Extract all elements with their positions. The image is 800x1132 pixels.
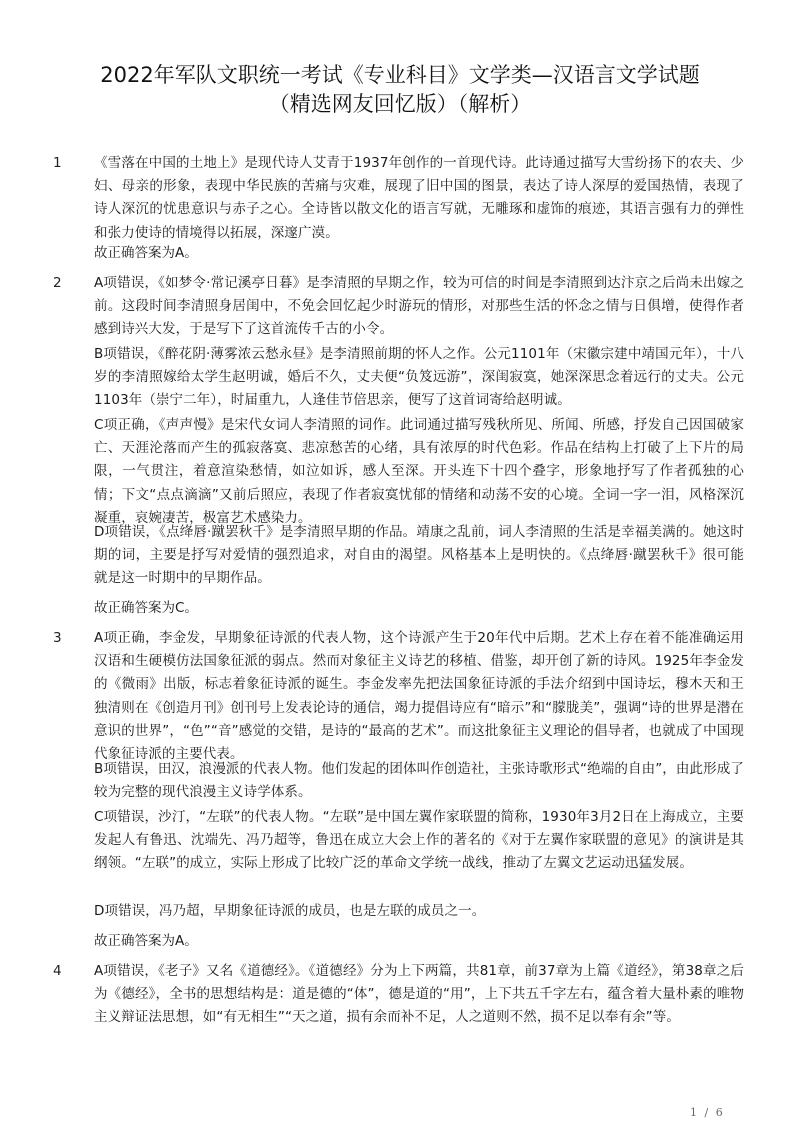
paragraph: C项错误，沙汀，“左联”的代表人物。“左联”是中国左翼作家联盟的简称，1930年3月2日在上海成立，主要发起人有鲁迅、沈端先、冯乃超等，鲁迅在成立大会上作的著名的《对于左翼作家联盟的意见》的演讲是其纲领。“左联”的成立，实际上形成了比较广泛的革命文学统一战线，推动了左翼文艺运动迅猛发展。 [94, 809, 744, 872]
paragraph: A项正确，李金发，早期象征诗派的代表人物，这个诗派产生于20年代中后期。艺术上存在着不能准确运用汉语和生硬模仿法国象征派的弱点。然而对象征主义诗艺的移植、借鉴，却开创了新的诗风。1925年李金发的《微雨》出版，标志着象征诗派的诞生。李金发率先把法国象征诗派的手法介绍到中国诗坛，穆木天和王独清则在《创造月刊》创刊号上发表论诗的通信，竭力提倡诗应有“暗示”和“朦胧美”，强调“诗的世界是潜在意识的世界”，“色”“音”感觉的交错，是诗的“最高的艺术”。而这批象征主义理论的倡导者，也就成了中国现代象征诗派的主要代表。 [94, 630, 744, 763]
item-number: 1 [53, 155, 62, 171]
paragraph: B项错误，《醉花阴·薄雾浓云愁永昼》是李清照前期的怀人之作。公元1101年（宋徽宗建中靖国元年），十八岁的李清照嫁给太学生赵明诚，婚后不久，丈夫便“负笈远游”，深闺寂寞，她深深思念着远行的丈夫。公元1103年（崇宁二年），时届重九，人逢佳节倍思亲，便写了这首词寄给赵明诚。 [94, 346, 744, 409]
paragraph: 《雪落在中国的土地上》是现代诗人艾青于1937年创作的一首现代诗。此诗通过描写大雪纷扬下的农夫、少妇、母亲的形象，表现中华民族的苦痛与灾难，展现了旧中国的图景，表达了诗人深厚的爱国热情，表现了诗人深沉的忧患意识与赤子之心。全诗皆以散文化的语言写就，无雕琢和虚饰的痕迹，其语言强有力的弹性和张力使诗的情境得以拓展，深邃广漠。 [94, 155, 744, 241]
paragraph: D项错误，冯乃超，早期象征诗派的成员，也是左联的成员之一。 [94, 903, 486, 919]
answer-line: 故正确答案为C。 [94, 600, 198, 616]
paragraph: D项错误，《点绛唇·蹴罢秋千》是李清照早期的作品。靖康之乱前，词人李清照的生活是幸福美满的。她这时期的词，主要是抒写对爱情的强烈追求，对自由的渴望。风格基本上是明快的。《点绛唇·蹴罢秋千》很可能就是这一时期中的早期作品。 [94, 524, 744, 587]
document-title-line1: 2022年军队文职统一考试《专业科目》文学类—汉语言文学试题 [100, 63, 700, 87]
answer-line: 故正确答案为A。 [94, 245, 198, 261]
paragraph: A项错误，《如梦令·常记溪亭日暮》是李清照的早期之作，较为可信的时间是李清照到达汴京之后尚未出嫁之前。这段时间李清照身居闺中，不免会回忆起少时游玩的情形，对那些生活的怀念之情与日俱增，使得作者感到诗兴大发，于是写下了这首流传千古的小令。 [94, 275, 744, 338]
paragraph: A项错误，《老子》又名《道德经》。《道德经》分为上下两篇，共81章，前37章为上篇《道经》，第38章之后为《德经》，全书的思想结构是：道是德的“体”，德是道的“用”，上下共五千字左右，蕴含着大量朴素的唯物主义辩证法思想，如“有无相生”“天之道，损有余而补不足，人之道则不然，损不足以奉有余”等。 [94, 963, 744, 1026]
item-number: 4 [53, 963, 62, 979]
paragraph: C项正确，《声声慢》是宋代女词人李清照的词作。此词通过描写残秋所见、所闻、所感，抒发自己因国破家亡、天涯沦落而产生的孤寂落寞、悲凉愁苦的心绪，具有浓厚的时代色彩。作品在结构上打破了上下片的局限，一气贯注，着意渲染愁情，如泣如诉，感人至深。开头连下十四个叠字，形象地抒写了作者孤独的心情；下文“点点滴滴”又前后照应，表现了作者寂寞忧郁的情绪和动荡不安的心境。全词一字一泪，风格深沉凝重，哀婉凄苦，极富艺术感染力。 [94, 417, 744, 526]
item-number: 2 [53, 275, 62, 291]
document-title-line2: （精选网友回忆版）（解析） [268, 92, 532, 116]
item-number: 3 [53, 630, 62, 646]
answer-line: 故正确答案为A。 [94, 933, 198, 949]
page-indicator: 1 / 6 [690, 1106, 725, 1119]
paragraph: B项错误，田汉，浪漫派的代表人物。他们发起的团体叫作创造社，主张诗歌形式“绝端的自由”，由此形成了较为完整的现代浪漫主义诗学体系。 [94, 761, 744, 801]
